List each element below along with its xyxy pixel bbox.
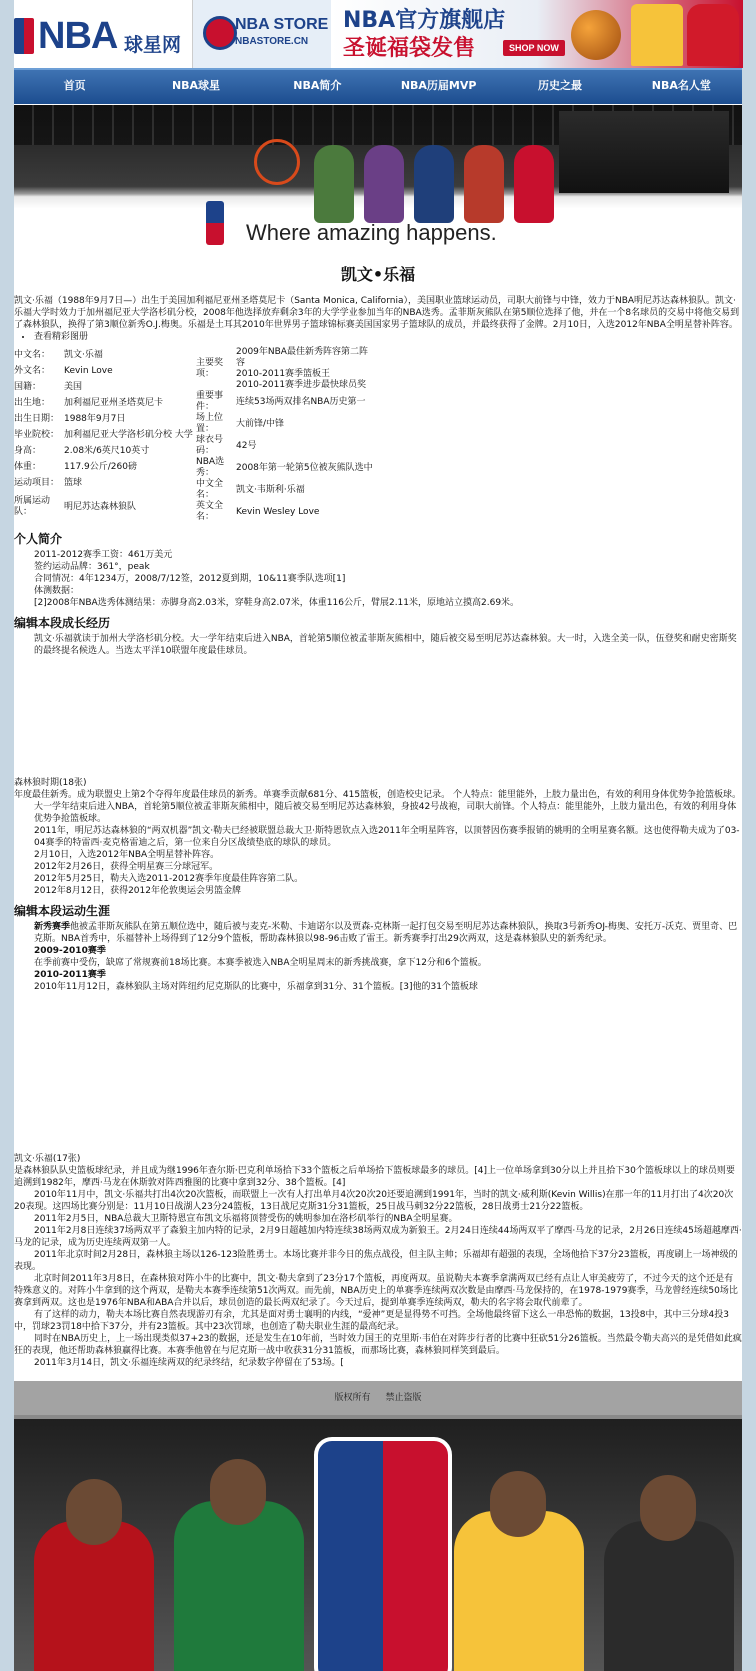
career-paragraphs: [14, 1165, 742, 1369]
player-figure: [364, 145, 404, 223]
nba-store-logo-icon: [203, 16, 237, 50]
section-title-career: 编辑本段运动生涯: [14, 904, 111, 918]
event-line: 2月10日，入选2012年NBA全明星替补阵容。: [34, 850, 220, 860]
info-row: [196, 479, 378, 501]
info-key: 毕业院校：: [14, 429, 60, 440]
photo-caption[interactable]: 凯文·乐福(17张): [14, 1154, 81, 1164]
header: [14, 0, 742, 68]
promo-title: NBA官方旗舰店: [343, 8, 506, 33]
career-paragraph: 2010年11月中，凯文·乐福共打出4次20次篮板，而联盟上一次有人打出单月4次20次20还要追溯到1991年，当时的凯文·威利斯(Kevin Willis)在那一年的11月打出了4次20次20表现。这四场比赛分别是：11月10日战湖人23分24篮板，13日战尼克斯31分31篮板，25日战马刺32分22篮板，28日战勇士21分22篮板。: [14, 1190, 734, 1212]
info-row: [14, 395, 196, 411]
info-value: 1988年9月7日: [64, 413, 126, 424]
intro-paragraph: 凯文·乐福（1988年9月7日—）出生于美国加利福尼亚州圣塔莫尼卡（Santa Monica, California），美国职业篮球运动员，司职大前锋与中锋，效力于NBA明尼苏达森林狼队。凯文·乐福大学时效力于加州福尼亚大学洛杉矶分校，2008年他选择放弃剩余3年的大学学业参加当年的NBA选秀。孟菲斯灰熊队在第5顺位选择了他，并在一个8名球员的交易中将他交易到了森林狼队，换得了第3顺位新秀O.J.梅奥。乐福是土耳其2010年世界男子篮球锦标赛美国国家男子篮球队的成员，并最终获得了金牌。2月10日，入选2012年NBA全明星替补阵容。: [14, 296, 740, 330]
store-url: NBASTORE.CN: [235, 36, 309, 47]
season-label-0910: [14, 945, 742, 957]
season-0910-text: 在季前赛中受伤，缺席了常规赛前18场比赛。本赛季被选入NBA全明星周末的新秀挑战赛，拿下12分和6个篮板。: [34, 958, 487, 968]
player-figure: [464, 145, 504, 223]
info-key: 英文全名：: [196, 501, 224, 522]
info-value: 连续53场两双排名NBA历史第一: [236, 396, 366, 407]
info-value: 美国: [64, 381, 83, 392]
player-figure: [514, 145, 554, 223]
info-value: Kevin Love: [64, 365, 113, 376]
logo-text: NBA: [38, 15, 118, 57]
info-key: 体重：: [14, 461, 42, 472]
info-row: [14, 475, 196, 491]
info-key: 出生地：: [14, 397, 51, 408]
info-table-left: [14, 347, 196, 523]
career-paragraph: 2011年3月14日，凯文·乐福连续两双的纪录终结，纪录数字停留在了53场。[: [34, 1358, 344, 1368]
info-key: 运动项目：: [14, 477, 60, 488]
growth-paragraph-4: 2011年，明尼苏达森林狼的“两双机器”凯文·勒夫已经被联盟总裁大卫·斯特恩钦点入选2011年全明星阵容，以顶替因伤赛季报销的姚明的全明星赛名额。这也使得勒夫成为了03-04赛季的特雷西·麦克格雷迪之后，第一位来自分区战绩垫底的球队的球员。: [34, 826, 740, 848]
info-key: NBA选秀：: [196, 457, 225, 478]
player-head: [210, 1459, 266, 1525]
career-paragraph: 有了这样的动力，勒夫本场比赛自然表现游刃有余，尤其是面对勇士襄明的内线，“爱神”更是显得势不可挡。全场他最终留下这么一串恐怖的数据，13投8中，其中三分球4投3中，罚球23罚18中拾下37分，并有23篮板。其中23次罚球，也创造了勒夫职业生涯的最高纪录。: [14, 1310, 729, 1332]
player-figure: [414, 145, 454, 223]
player-figure: [174, 1501, 304, 1671]
event-line: 2012年8月12日，获得2012年伦敦奥运会男篮金牌: [34, 886, 241, 896]
growth-paragraph-1: 凯文·乐福就读于加州大学洛杉矶分校。大一学年结束后进入NBA，首轮第5顺位被孟菲斯灰熊相中，随后被交易至明尼苏达森林狼。大一时，入选全美一队，伍登奖和耐史密斯奖的最终提名候选人。当选太平洋10联盟年度最佳球员。: [34, 634, 737, 656]
player-head: [66, 1479, 122, 1545]
info-key: 国籍：: [14, 381, 42, 392]
footer: [14, 1381, 742, 1419]
nba-logo-icon: [14, 18, 34, 54]
nav-mvp[interactable]: NBA历届MVP: [400, 79, 477, 92]
season-0910-title: 2009-2010赛季: [34, 946, 106, 956]
info-key: 所属运动队：: [14, 496, 51, 517]
profile-lines: [14, 549, 742, 609]
info-value: 篮球: [64, 477, 83, 488]
player-head: [640, 1475, 696, 1541]
info-key: 主要奖项：: [196, 358, 224, 379]
basketball-image: [571, 10, 621, 60]
info-value: 凯文·乐福: [64, 349, 103, 360]
player-figure: [604, 1521, 734, 1671]
site-logo[interactable]: [14, 10, 192, 60]
season-1011-title: 2010-2011赛季: [34, 970, 106, 980]
profile-line: [2]2008年NBA选秀体测结果：赤脚身高2.03米，穿鞋身高2.07米，体重116公斤，臂展2.11米，原地站立摸高2.69米。: [34, 598, 520, 608]
career-paragraph: 2011年北京时间2月28日，森林狼主场以126-123险胜勇士。本场比赛并非今日的焦点战役，但主队主帅；乐福却有超强的表现，全场他拾下37分23篮板，再度刷上一场神级的表现。: [14, 1250, 738, 1272]
copyright-text: 版权所有: [334, 1393, 371, 1403]
gallery-link[interactable]: • 查看精彩图册: [22, 331, 742, 343]
profile-line: 签约运动品牌：361°，peak: [34, 562, 150, 572]
profile-line: 2011-2012赛季工资：461万美元: [34, 550, 173, 560]
info-value: 2008年第一轮第5位被灰熊队选中: [236, 462, 373, 473]
info-value: 2009年NBA最佳新秀阵容第二阵容 2010-2011赛季篮板王 2010-2011赛季进步最快球员奖: [236, 347, 368, 390]
lakers-jersey-image: [631, 4, 683, 66]
scoreboard-image: [559, 111, 729, 193]
nav-history[interactable]: 历史之最: [537, 79, 582, 92]
promo-ad[interactable]: [331, 0, 743, 68]
info-row: [14, 443, 196, 459]
info-value: 明尼苏达森林狼队: [64, 501, 137, 512]
photo-caption[interactable]: 森林狼时期(18张): [14, 778, 87, 788]
page: [14, 0, 742, 1671]
nba-logo-icon: [314, 1437, 452, 1671]
info-value: 2.08米/6英尺10英寸: [64, 445, 150, 456]
info-row: [196, 435, 378, 457]
growth-paragraph-3: 大一学年结束后进入NBA，首轮第5顺位被孟菲斯灰熊相中，随后被交易至明尼苏达森林狼，身披42号战袍，司职大前锋。个人特点：能里能外，上肢力量出色，有效的利用身体优势争抢篮板球。: [34, 802, 737, 824]
gallery-list: [14, 331, 742, 343]
shop-now-button[interactable]: SHOP NOW: [503, 40, 565, 56]
page-title: 凯文•乐福: [340, 265, 416, 284]
career-paragraph: 2011年2月8日连续37场两双平了森狼主加内特的记录，2月9日超越加内特连续38场两双成为新狼王。2月24日连续44场两双平了摩西·马龙的记录，2月26日连续45场超越摩西·马龙的记录，成为历史连续两双第一人。: [14, 1226, 742, 1248]
info-row: [196, 413, 378, 435]
photo-placeholder: [14, 657, 742, 777]
info-value: 大前锋/中锋: [236, 418, 285, 429]
promo-subtitle: 圣诞福袋发售: [343, 36, 476, 61]
career-paragraph: 是森林狼队队史篮板球纪录，并且成为继1996年查尔斯·巴克利单场拾下33个篮板之后单场拾下篮板球最多的球员。[4]上一位单场拿到30分以上并且拾下30个篮板球以上的球员则要追溯到1982年，摩西·马龙在休斯敦对阵西雅图的比赛中拿到32分、38个篮板。[4]: [14, 1166, 735, 1188]
info-row: [196, 347, 378, 391]
info-value: 凯文·韦斯利·乐福: [236, 484, 305, 495]
info-row: [14, 411, 196, 427]
nav-stars[interactable]: NBA球星: [171, 79, 221, 92]
info-key: 出生日期：: [14, 413, 60, 424]
logo-subtitle: 球星网: [124, 34, 182, 56]
info-row: [14, 459, 196, 475]
nba-logo-icon: [206, 201, 224, 245]
basketball-hoop-icon: [254, 139, 300, 185]
nav-hall-of-fame[interactable]: NBA名人堂: [651, 79, 711, 92]
info-row: [14, 491, 196, 523]
rookie-paragraph: [14, 921, 742, 945]
ad-banner[interactable]: [192, 0, 743, 68]
section-title-growth: 编辑本段成长经历: [14, 616, 111, 630]
hoodie-image: [687, 4, 739, 66]
info-box: [14, 347, 742, 523]
player-head: [490, 1471, 546, 1537]
banner-slogan: Where amazing happens.: [246, 220, 497, 245]
info-row: [196, 391, 378, 413]
info-value: 加利福尼亚州圣塔莫尼卡: [64, 397, 164, 408]
events-list: [14, 849, 742, 897]
hero-banner: [14, 105, 742, 253]
store-title: NBA STORE: [235, 16, 329, 33]
nav-intro[interactable]: NBA简介: [293, 79, 342, 92]
player-figure: [314, 145, 354, 223]
profile-line: 体测数据：: [34, 586, 80, 596]
main-nav: [14, 68, 742, 104]
section-title-profile: 个人简介: [14, 532, 63, 546]
nba-store-ad[interactable]: [193, 0, 331, 68]
career-paragraph: 北京时间2011年3月8日，在森林狼对阵小牛的比赛中，凯文·勒夫拿到了23分17个篮板，再度两双。虽说勒夫本赛季拿满两双已经有点让人审美疲劳了，不过今天的这个还是有特殊意义的。对阵小牛拿到的这个两双，是勒夫本赛季连续第51次两双。而先前，NBA历史上的单赛季连续两双次数是由摩西·马龙保持的，在1978-1979赛季，马龙曾经连续50场比赛拿到两双。这也是1976年NBA和ABA合并以后，球员创造的最长两双纪录了。今天过后，提到单赛季连续两双，勒夫的名字将会取代前辈了。: [14, 1274, 738, 1308]
info-table-right: [196, 347, 378, 523]
anti-piracy-text: 禁止盗版: [385, 1393, 422, 1403]
info-value: 42号: [236, 440, 257, 451]
career-paragraph: 同时在NBA历史上，上一场出现类似37+23的数据，还是发生在10年前，当时效力国王的克里斯·韦伯在对阵步行者的比赛中狂砍51分26篮板。当然最令勒夫高兴的是凭借如此疯狂的表现，他还帮助森林狼赢得比赛。本赛季他曾在与尼克斯一战中收获31分31篮板，而那场比赛，森林狼同样笑到最后。: [14, 1334, 742, 1356]
info-value: 加利福尼亚大学洛杉矶分校 大学: [64, 429, 193, 440]
bottom-players-image: [14, 1419, 742, 1671]
info-row: [14, 347, 196, 363]
info-row: [14, 427, 196, 443]
season-label-1011: [14, 969, 742, 981]
info-row: [196, 501, 378, 523]
info-row: [196, 457, 378, 479]
info-row: [14, 379, 196, 395]
photo-placeholder: [14, 993, 742, 1153]
info-row: [14, 363, 196, 379]
info-key: 重要事件：: [196, 391, 224, 412]
nav-home[interactable]: 首页: [63, 79, 86, 92]
growth-paragraph-2: 年度最佳新秀。成为联盟史上第2个夺得年度最佳球员的新秀。单赛季贡献681分、415篮板，创造校史记录。 个人特点：能里能外，上肢力量出色，有效的利用身体优势争抢篮板球。: [14, 790, 741, 800]
info-key: 身高：: [14, 445, 42, 456]
info-key: 中文名：: [14, 349, 51, 360]
info-key: 球衣号码：: [196, 435, 224, 456]
info-key: 外文名：: [14, 365, 51, 376]
info-value: Kevin Wesley Love: [236, 506, 320, 517]
rookie-text: 他被孟菲斯灰熊队在第五顺位选中，随后被与麦克-米勒、卡迪诺尔以及贾森-克林斯一起打包交易至明尼苏达森林狼队，换取3号新秀OJ-梅奥、安托万-沃克、贾里奇、巴克斯。NBA首秀中，乐福替补上场得到了12分9个篮板，帮助森林狼以98-96击败了雷王。新秀赛季打出29次两双，这是森林狼队史的新秀纪录。: [34, 922, 738, 944]
info-key: 场上位置：: [196, 413, 224, 434]
info-key: 中文全名：: [196, 479, 224, 500]
info-value: 117.9公斤/260磅: [64, 461, 137, 472]
event-line: 2012年5月25日，勒夫入选2011-2012赛季年度最佳阵容第二队。: [34, 874, 304, 884]
career-paragraph: 2011年2月5日，NBA总裁大卫斯特恩宣布凯文乐福将顶替受伤的姚明参加在洛杉矶举行的NBA全明星赛。: [34, 1214, 458, 1224]
profile-line: 合同情况：4年1234万，2008/7/12签，2012夏到期，10&11赛季队选项[1]: [34, 574, 346, 584]
event-line: 2012年2月26日，获得全明星赛三分球冠军。: [34, 862, 219, 872]
season-1011-text: 2010年11月12日，森林狼队主场对阵纽约尼克斯队的比赛中，乐福拿到31分、31个篮板。[3]他的31个篮板球: [34, 982, 478, 992]
rookie-label: 新秀赛季: [34, 922, 71, 932]
